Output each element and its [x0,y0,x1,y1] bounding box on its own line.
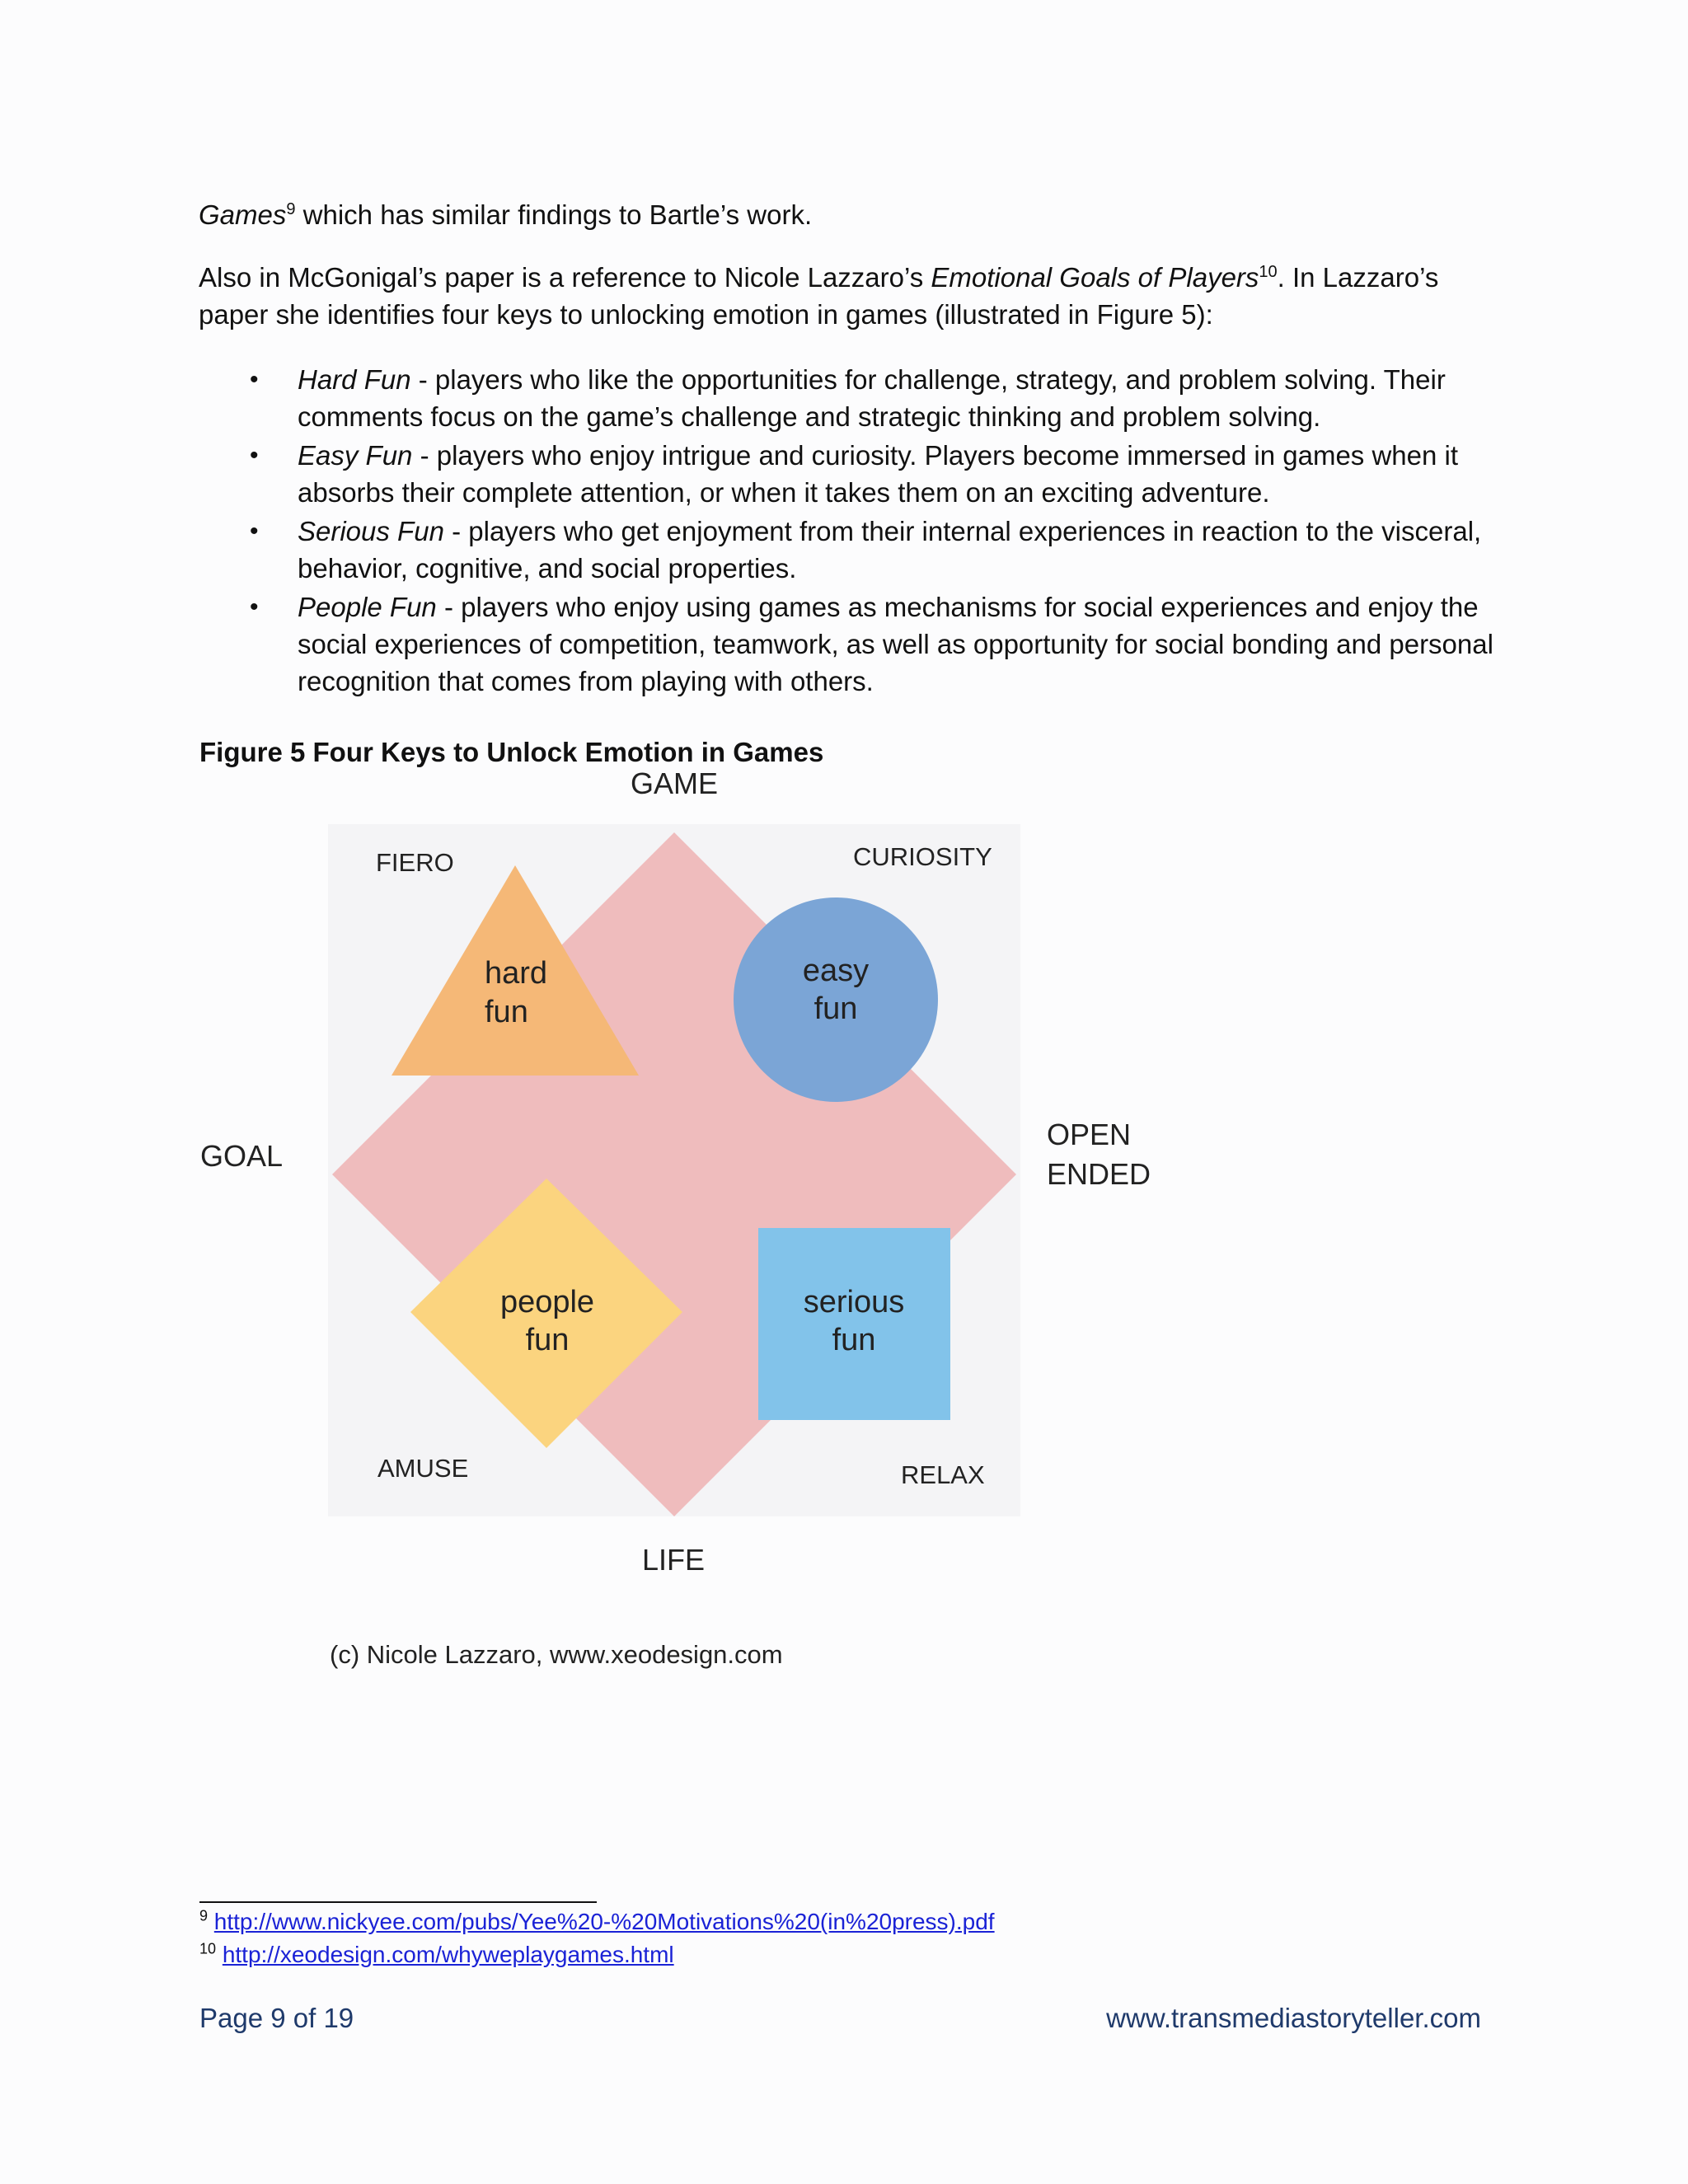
serious-fun-label-1: serious [803,1285,905,1319]
corner-label-fiero: FIERO [376,848,454,877]
four-keys-list [199,361,1501,701]
corner-label-curiosity: CURIOSITY [853,842,992,871]
figure-caption: Figure 5 Four Keys to Unlock Emotion in Games [199,737,824,767]
games-ref: Games [199,199,287,230]
corner-label-relax: RELAX [901,1460,985,1489]
bullet-icon: • [250,518,259,545]
footnote-link-9[interactable]: http://www.nickyee.com/pubs/Yee%20-%20Motivations%20(in%20press).pdf [213,1909,995,1934]
list-item: • Easy Fun - players who enjoy intrigue and curiosity. Players become immersed in games when it absorbs their complete attention, or when it takes them on an exciting adventure. [199,437,1501,511]
page-number: Page 9 of 19 [199,2003,354,2033]
hard-fun-label-1: hard [485,956,548,991]
people-fun-label-1: people [499,1285,595,1319]
axis-label-life: LIFE [642,1543,706,1577]
list-item: • Hard Fun - players who like the opportunities for challenge, strategy, and problem solving. Their comments focus on the game’s challenge and strategic thinking and problem solving. [199,361,1501,435]
serious-fun-label-2: fun [832,1323,876,1357]
four-keys-svg [328,824,1029,1525]
easy-fun-label-2: fun [814,991,858,1026]
figure-copyright: (c) Nicole Lazzaro, www.xeodesign.com [330,1640,783,1669]
list-item: • People Fun - players who enjoy using games as mechanisms for social experiences and enjoy the social experiences of competition, teamwork, as well as opportunity for social bonding and personal recognition that comes from playing with others. [199,588,1501,700]
corner-label-amuse: AMUSE [377,1454,469,1483]
axis-label-open-ended: OPEN ENDED [1047,1118,1151,1191]
hard-fun-label-2: fun [485,995,528,1029]
list-item: • Serious Fun - players who get enjoyment from their internal experiences in reaction to the visceral, behavior, cognitive, and social properties. [199,513,1501,587]
footer-site[interactable]: www.transmediastoryteller.com [1106,2003,1481,2033]
bullet-icon: • [250,442,259,469]
footnote-link-10[interactable]: http://xeodesign.com/whyweplaygames.html [222,1942,674,1967]
bullet-icon: • [250,593,259,621]
people-fun-label-2: fun [525,1323,570,1357]
intro-line: Games$^9$ which has similar findings to Bartle’s work. [199,199,813,230]
footnote-10: $^{10}$ http://xeodesign.com/whyweplaygames.html [199,1940,674,1967]
footnote-ref-10[interactable]: 10 [1259,263,1278,281]
axis-label-goal: GOAL [200,1139,284,1173]
bullet-icon: • [250,366,259,393]
easy-fun-label-1: easy [802,954,870,988]
four-keys-diagram [328,824,1029,1525]
footnote-separator [199,1901,597,1903]
paragraph-lazzaro: Also in McGonigal’s paper is a reference to Nicole Lazzaro’s Emotional Goals of Players$^{10}$. In Lazzaro’s paper she identifies four keys to unlocking emotion in games (illustrated in Figure 5): [199,262,1439,330]
footnote-9: $^9$ http://www.nickyee.com/pubs/Yee%20-%20Motivations%20(in%20press).pdf [199,1907,995,1934]
axis-label-game: GAME [631,766,719,800]
footnote-ref-9[interactable]: 9 [286,200,296,218]
